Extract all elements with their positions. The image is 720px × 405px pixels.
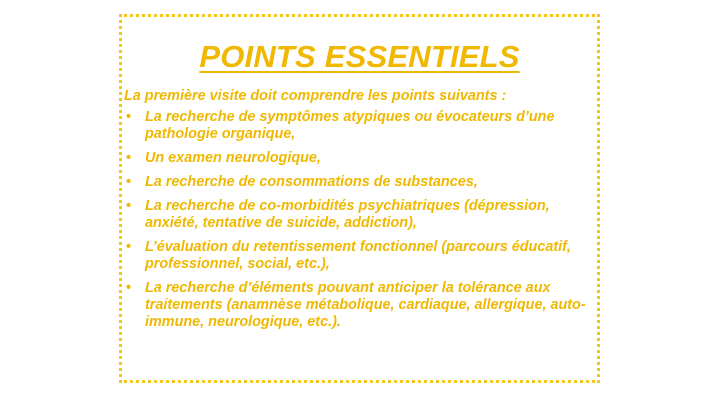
list-item-text: Un examen neurologique, xyxy=(145,150,321,166)
bullet-icon: • xyxy=(126,150,132,166)
bullet-icon: • xyxy=(126,198,132,214)
list-item-text: La recherche de symptômes atypiques ou évocateurs d’une pathologie organique, xyxy=(145,109,555,142)
list-item-text: La recherche d’éléments pouvant anticiper la tolérance aux traitements (anamnèse métabolique, cardiaque, allergique, auto-immune, neurologique, etc.). xyxy=(145,280,586,330)
list-item xyxy=(124,109,594,143)
list-item xyxy=(124,174,594,191)
bullet-icon: • xyxy=(126,174,132,190)
slide-content xyxy=(124,88,594,338)
list-item-text: L’évaluation du retentissement fonctionnel (parcours éducatif, professionnel, social, etc.), xyxy=(145,239,571,272)
list-item xyxy=(124,198,594,232)
bullet-icon: • xyxy=(126,109,132,125)
intro-text: La première visite doit comprendre les points suivants : xyxy=(124,88,507,104)
bullet-list xyxy=(124,109,594,331)
bullet-icon: • xyxy=(126,280,132,296)
list-item xyxy=(124,280,594,331)
list-item-text: La recherche de consommations de substances, xyxy=(145,174,478,190)
list-item xyxy=(124,150,594,167)
list-item-text: La recherche de co-morbidités psychiatriques (dépression, anxiété, tentative de suicide, addiction), xyxy=(145,198,550,231)
slide-title: POINTS ESSENTIELS xyxy=(199,39,520,74)
list-item xyxy=(124,239,594,273)
bullet-icon: • xyxy=(126,239,132,255)
